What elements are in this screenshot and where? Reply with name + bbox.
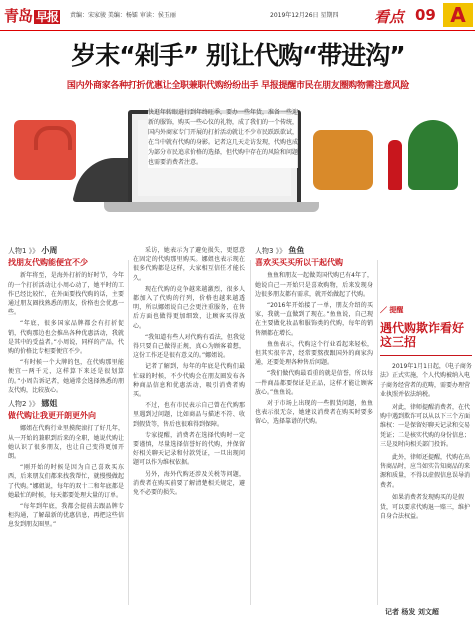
- page-number: 09: [415, 6, 436, 24]
- paragraph: 另外，海外代购还涉及关税等问题，消费者在购买前要了解清楚相关规定，避免不必要的损失。: [133, 470, 245, 497]
- person2-name: 娜姐: [41, 399, 58, 409]
- paragraph: “每年到年底，我都会提前去跟品牌专柜沟通，了解最新的优惠信息，再把这些信息发到朋友圈里。”: [8, 503, 124, 529]
- logo-sub: 早报: [36, 10, 59, 24]
- sidebar-head: ／ 提醒: [380, 306, 404, 314]
- paragraph: 现在代购的竞争越来越激烈，很多人都加入了代购的行列，价格也越来越透明，所以娜姐说自己会更注重服务，在售后方面也做得更加细致，让顾客买得放心。: [133, 285, 245, 330]
- paragraph: 鱼鱼和朋友一起做美国代购已有4年了，她说自己一开始只是喜欢购物，后来发现身边很多朋友都有需求，就开始做起了代购。: [255, 272, 373, 298]
- person3-label: 人物3 》》: [255, 247, 287, 255]
- paragraph: 娜姐在代购行业里摸爬滚打了好几年，从一开始的兼职到后来的全职，她说代购让她认识了很多朋友，也让自己变得更加开朗。: [8, 425, 124, 461]
- editor-credits: 责编：宋家骏 美编：杨镭 审读：侯玉丽: [70, 12, 176, 19]
- sidebar-title: 遇代购欺诈看好这三招: [380, 321, 465, 349]
- paragraph: 如果消费者发现购买的是假货，可以要求代购退一赔三，维护自身合法权益。: [380, 494, 471, 521]
- person3-heading: [255, 246, 373, 256]
- hero-illustration: [8, 100, 468, 240]
- paragraph: 对此，律师提醒消费者，在代购中遇到欺诈可以从以下三个方面维权：一是保留好聊天记录和交易凭证；二是核实代购的身份信息；三是及时向相关部门投诉。: [380, 403, 471, 449]
- subheadline: 国内外商家各种打折优惠让全职兼职代购纷纷出手 早报提醒市民在朋友圈购物需注意风险: [66, 81, 410, 91]
- paragraph: “有时候一个大牌的包，在代购那里能便宜一两千元，这样算下来还是很划算的。”小周告诉记者，她通常会选择熟悉的朋友代购，比较放心。: [8, 359, 124, 394]
- paragraph: 对于市场上出现的一些假货问题，鱼鱼也表示很无奈，她建议消费者在购买时要多留心，选择靠谱的代购。: [255, 400, 373, 426]
- laptop-base: [104, 202, 319, 212]
- person3-title: 喜欢买买买所以干起代购: [255, 258, 343, 268]
- section-letter-badge: A: [443, 3, 473, 27]
- paragraph: 2019年1月1日起，《电子商务法》正式实施，个人代购被纳入电子商务经营者的范畴，需要办理营业执照并依法纳税。: [380, 363, 472, 399]
- paragraph: 专家提醒，消费者在选择代购时一定要谨慎，尽量选择信誉好的代购，并保留好相关聊天记录和付款凭证，一旦出现问题可以作为维权依据。: [133, 431, 245, 467]
- middle-column: [133, 246, 245, 499]
- divider: [380, 355, 472, 356]
- person2-heading: [8, 399, 124, 409]
- column-divider: [250, 260, 251, 605]
- paragraph: 此外，律师还提醒，代购在出售商品时，应当如实告知商品的来源和质量，不得以虚假信息误导消费者。: [380, 453, 471, 489]
- person3-name: 鱼鱼: [288, 246, 305, 255]
- sidebar-body: [380, 362, 472, 522]
- section-name: 看点: [374, 8, 405, 26]
- masthead: [0, 0, 475, 31]
- paragraph: “刚开始的时候是因为自己喜欢买东西，后来朋友们都来找我帮忙，就慢慢做起了代购。”娜姐说，每年的双十二和年底都是她最忙的时候，每天都要处理大量的订单。: [8, 464, 124, 499]
- person1-name: 小周: [41, 246, 58, 255]
- handbag-icon: [14, 120, 76, 180]
- person1-label: 人物1 》》: [8, 247, 40, 255]
- issue-date: 2019年12月26日 星期四: [270, 12, 339, 19]
- person2-label: 人物2 》》: [8, 400, 40, 409]
- paragraph: “年底，很多国家品牌都会有打折促销，代购那边也会推出各种优惠活动，我就是其中的受益者。”小周说，同样的产品，代购的价格比专柜要便宜不少。: [8, 320, 124, 356]
- paragraph: 新年将至，是海外打折的好时节，今年的一个打折活动让小周心动了，她平时的工作已经比较忙，在外面要找代购的话，主要通过朋友圈找熟悉的朋友，价格也会优惠一些。: [8, 272, 124, 317]
- logo-main: 青岛: [4, 7, 33, 25]
- person2-title: 做代购让我更开朗更外向: [8, 411, 96, 421]
- lipstick-icon: [388, 140, 402, 190]
- byline: 记者 杨发 刘文超: [385, 608, 439, 616]
- column-divider: [377, 260, 378, 605]
- paragraph: 不过，也有市民表示自己曾在代购那里遇到过问题，比如商品与描述不符、收到假货等，售后也很难得到保障。: [133, 402, 245, 428]
- person1-heading: [8, 246, 124, 256]
- column-divider: [128, 260, 129, 605]
- plant-icon: [408, 120, 458, 190]
- paragraph: “2016年开始接了一单，朋友介绍的买家，我就一直做到了现在。”鱼鱼说，自己现在主要做化妆品和服饰类的代购，每年的销售额都在增长。: [255, 302, 373, 337]
- article-intro: 快逛年转眼进行到年终旺季，要办一些年货，准备一些迎新的服饰，购买一些心仪的礼物，成了我们的一个传统，国内外商家专门开展的打折活动就让不少市民跃跃欲试，在当中就有代购的身影。记者这几天走访发现，代购也成为部分市民追求价格的选择，但代购中存在的风险和问题也需要消费者注意。: [148, 109, 299, 166]
- headline: 岁末“剁手” 别让代购“带进沟”: [71, 41, 405, 70]
- paragraph: “我们做代购最看重的就是信誉，所以每一件商品都要保证是正品，这样才能让顾客放心。”鱼鱼说。: [255, 370, 373, 396]
- left-column: [8, 246, 124, 532]
- person1-title: 找朋友代购能便宜不少: [8, 258, 88, 268]
- paragraph: 采访，她表示为了避免损失，更愿意在固定的代购那里购买。娜姐也表示现在很多代购都是这样，大家相互信任才能长久。: [133, 247, 245, 282]
- reminder-sidebar: [380, 305, 472, 605]
- paragraph: 鱼鱼表示，代购这个行业看起来轻松，但其实很辛苦，经常要熬夜跟国外的商家沟通，还要处理各种售后问题。: [255, 340, 373, 367]
- paragraph: 记者了解到，每年的年底是代购们最忙碌的时候，不少代购会在朋友圈发布各种商品信息和优惠活动，吸引消费者购买。: [133, 363, 245, 399]
- right-column: [255, 246, 373, 429]
- shopping-bag-icon: [313, 130, 373, 190]
- paragraph: “我知道有些人对代购有看法，但我觉得只要自己做得正规，真心为顾客着想，这份工作还是很有意义的。”娜姐说。: [133, 333, 245, 360]
- newspaper-logo: [4, 5, 60, 26]
